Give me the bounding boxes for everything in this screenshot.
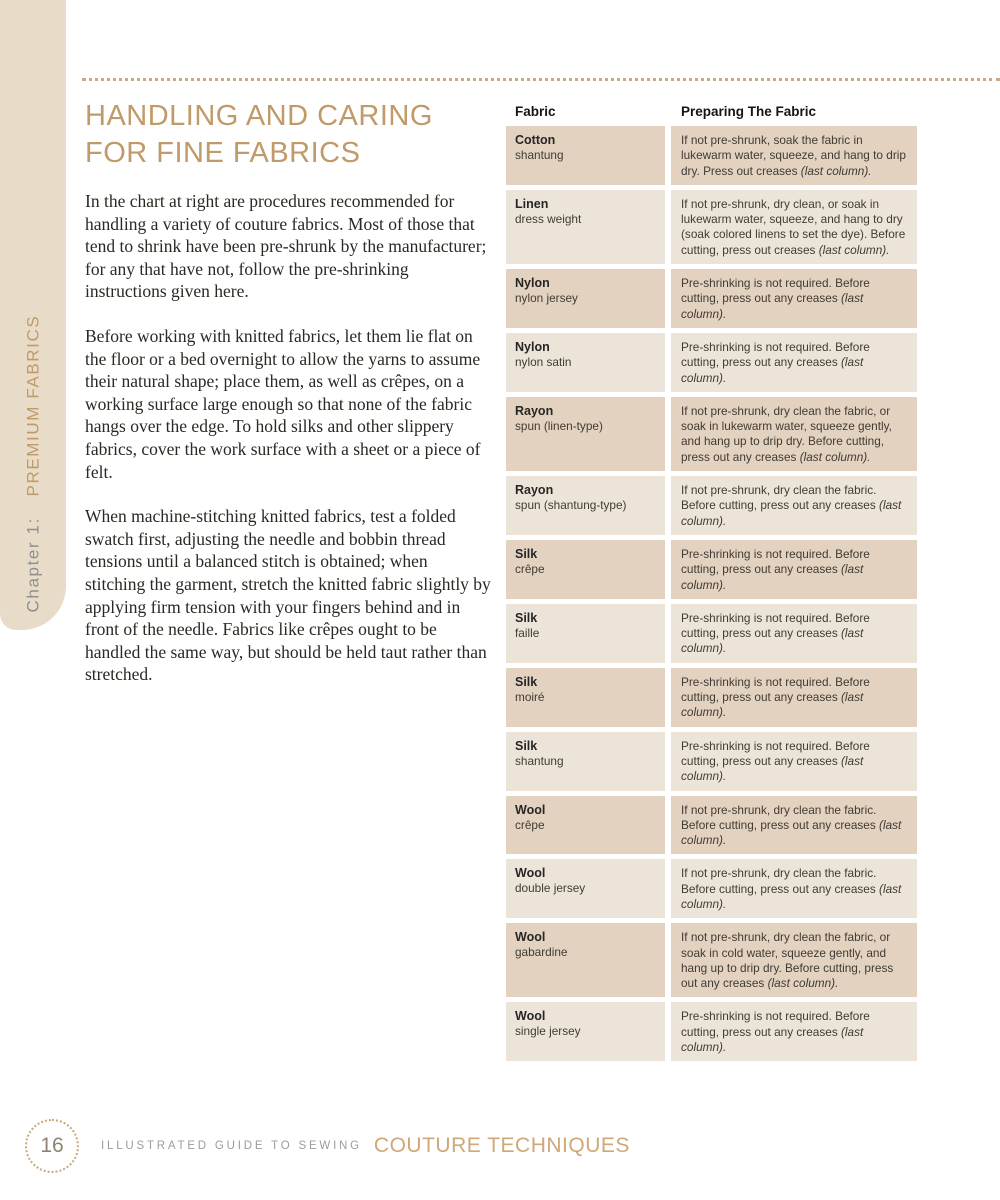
fabric-cell [506, 1002, 665, 1061]
chapter-vertical-text [25, 315, 42, 612]
preparation-cell [671, 269, 917, 328]
table-row [506, 540, 917, 599]
preparation-note-italic: (last column). [681, 626, 864, 656]
table-row [506, 397, 917, 471]
preparation-cell [671, 333, 917, 392]
fabric-cell [506, 126, 665, 185]
fabric-name: Nylon [515, 339, 550, 354]
body-paragraph: In the chart at right are procedures recommended for handling a variety of couture fabrics. Most of those that tend to shrink have been pre-shrunk by the manufacturer; for any that have not, follow the pre-shrinking instructions given here. [85, 191, 487, 302]
footer-book-title: COUTURE TECHNIQUES [373, 1134, 630, 1157]
fabric-cell [506, 333, 665, 392]
page-title-line2: FOR FINE FABRICS [85, 137, 361, 169]
preparation-text: Pre-shrinking is not required. Before cutting, press out any creases [681, 1009, 870, 1039]
preparation-text: If not pre-shrunk, dry clean the fabric. Before cutting, press out any creases [681, 866, 877, 896]
fabric-cell [506, 859, 665, 918]
chapter-title-label: PREMIUM FABRICS [23, 314, 43, 497]
preparation-text: Pre-shrinking is not required. Before cutting, press out any creases [681, 276, 870, 306]
table-row [506, 476, 917, 535]
fabric-cell [506, 796, 665, 855]
article-column [85, 98, 492, 708]
fabric-name: Wool [515, 866, 546, 881]
fabric-cell [506, 269, 665, 328]
column-header-fabric: Fabric [515, 104, 556, 119]
body-paragraph: Before working with knitted fabrics, let them lie flat on the floor or a bed overnight to allow the yarns to assume their natural shape; place them, as well as crêpes, on a working surface large enough so that none of the fabric hangs over the edge. To hold silks and other slippery fabrics, cover the work surface with a sheet or a piece of felt. [85, 325, 481, 482]
fabric-name: Silk [515, 674, 538, 689]
preparation-note-italic: (last column). [681, 753, 864, 784]
fabric-variant: spun (shantung-type) [515, 498, 627, 513]
fabric-variant: single jersey [515, 1024, 581, 1039]
table-row [506, 126, 917, 185]
preparation-text: If not pre-shrunk, dry clean the fabric, or soak in lukewarm water, squeeze gently, and hang up to drip dry. Before cutting, press out any creases [681, 403, 892, 464]
fabric-variant: crêpe [515, 817, 545, 832]
page-footer [25, 1119, 630, 1173]
fabric-variant: faille [515, 625, 540, 640]
preparation-cell [671, 668, 917, 727]
fabric-cell [506, 732, 665, 791]
fabric-variant: gabardine [515, 945, 568, 960]
fabric-name: Silk [515, 546, 538, 561]
page-title [85, 98, 492, 172]
preparation-note-italic: (last column). [799, 449, 871, 464]
fabric-variant: moiré [515, 689, 545, 704]
fabric-name: Wool [515, 1009, 546, 1024]
chapter-sidebar-strip [0, 0, 66, 630]
table-row [506, 269, 917, 328]
column-header-preparing: Preparing The Fabric [681, 104, 817, 119]
preparation-cell [671, 604, 917, 663]
table-row [506, 732, 917, 791]
page-title-line1: HANDLING AND CARING [85, 100, 433, 132]
preparation-note-italic: (last column). [681, 562, 864, 592]
preparation-note-italic: (last column). [818, 242, 890, 257]
fabric-name: Rayon [515, 483, 554, 498]
fabric-name: Wool [515, 802, 546, 817]
footer-series-title: ILLUSTRATED GUIDE TO SEWING [101, 1140, 362, 1152]
table-row [506, 333, 917, 392]
fabric-cell [506, 190, 665, 264]
fabric-name: Nylon [515, 276, 550, 291]
fabric-variant: crêpe [515, 561, 545, 576]
preparation-cell [671, 190, 917, 264]
preparation-cell [671, 796, 917, 855]
preparation-text: If not pre-shrunk, dry clean the fabric, or soak in cold water, squeeze gently, and hang up to drip dry. Before cutting, press out any creases [681, 930, 894, 991]
fabric-preparation-table [506, 103, 917, 1066]
preparation-note-italic: (last column). [681, 291, 864, 321]
fabric-cell [506, 540, 665, 599]
table-row [506, 796, 917, 855]
preparation-text: Pre-shrinking is not required. Before cutting, press out any creases [681, 674, 870, 705]
fabric-cell [506, 476, 665, 535]
preparation-note-italic: (last column). [681, 690, 864, 720]
preparation-cell [671, 732, 917, 791]
preparation-text: Pre-shrinking is not required. Before cutting, press out any creases [681, 738, 870, 768]
fabric-variant: shantung [515, 753, 564, 768]
fabric-cell [506, 397, 665, 471]
table-row [506, 668, 917, 727]
fabric-cell [506, 668, 665, 727]
preparation-text: Pre-shrinking is not required. Before cutting, press out any creases [681, 610, 870, 641]
preparation-cell [671, 126, 917, 185]
table-row [506, 1002, 917, 1061]
fabric-variant: shantung [515, 148, 564, 162]
table-row [506, 859, 917, 918]
preparation-text: Pre-shrinking is not required. Before cutting, press out any creases [681, 339, 870, 370]
preparation-cell [671, 476, 917, 535]
preparation-cell [671, 859, 917, 918]
fabric-name: Cotton [515, 133, 556, 147]
preparation-text: If not pre-shrunk, dry clean the fabric. Before cutting, press out any creases [681, 802, 877, 832]
preparation-cell [671, 397, 917, 471]
fabric-table-body [506, 126, 917, 1061]
fabric-name: Rayon [515, 403, 554, 418]
table-row [506, 604, 917, 663]
preparation-note-italic: (last column). [767, 976, 839, 991]
fabric-cell [506, 923, 665, 997]
fabric-name: Silk [515, 738, 538, 753]
body-paragraph: When machine-stitching knitted fabrics, test a folded swatch first, adjusting the needle and bobbin thread tensions until a balanced stitch is obtained; when stitching the garment, stretch the knitted fabric slightly by applying firm tension with your fingers behind and in front of the needle. Fabrics like crêpes ought to be handled the same way, but should be held taut rather than stretched. [85, 506, 491, 685]
fabric-name: Wool [515, 930, 546, 945]
table-row [506, 923, 917, 997]
preparation-cell [671, 923, 917, 997]
fabric-variant: nylon jersey [515, 291, 578, 306]
table-row [506, 190, 917, 264]
preparation-note-italic: (last column). [681, 881, 902, 911]
fabric-cell [506, 604, 665, 663]
preparation-note-italic: (last column). [681, 355, 864, 385]
preparation-note-italic: (last column). [681, 817, 902, 848]
preparation-text: If not pre-shrunk, dry clean, or soak in lukewarm water, squeeze, and hang to dry (soak colored linens to set the dye). Before cutting, press out creases [681, 196, 906, 257]
page-number: 16 [40, 1134, 64, 1157]
chapter-number-label: Chapter 1: [23, 516, 43, 612]
fabric-variant: double jersey [515, 881, 586, 896]
page-number-badge [25, 1119, 79, 1173]
fabric-variant: dress weight [515, 211, 582, 226]
fabric-variant: spun (linen-type) [515, 418, 603, 433]
preparation-note-italic: (last column). [681, 498, 902, 528]
preparation-cell [671, 540, 917, 599]
preparation-text: Pre-shrinking is not required. Before cutting, press out any creases [681, 546, 870, 577]
fabric-name: Linen [515, 196, 549, 211]
fabric-name: Silk [515, 610, 538, 625]
preparation-text: If not pre-shrunk, soak the fabric in lukewarm water, squeeze, and hang to drip dry. Press out creases [681, 133, 906, 178]
preparation-note-italic: (last column). [681, 1024, 864, 1055]
table-header-row [506, 103, 917, 120]
top-dotted-rule [82, 78, 1000, 81]
preparation-cell [671, 1002, 917, 1061]
preparation-text: If not pre-shrunk, dry clean the fabric. Before cutting, press out any creases [681, 483, 877, 513]
preparation-note-italic: (last column). [800, 163, 872, 178]
fabric-variant: nylon satin [515, 354, 572, 369]
